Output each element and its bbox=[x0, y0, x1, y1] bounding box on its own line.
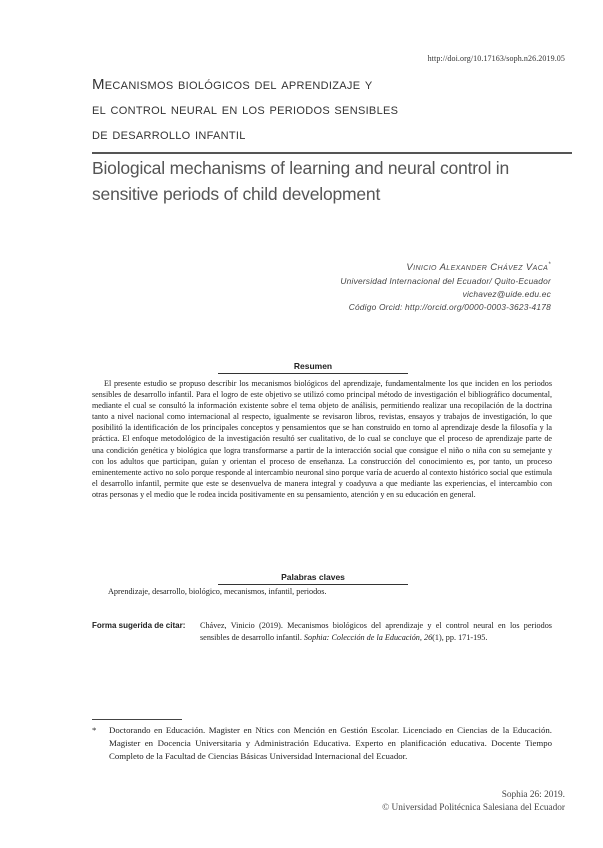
spanish-title bbox=[92, 72, 552, 147]
author-name-text: Vinicio Alexander Chávez Vaca bbox=[406, 262, 549, 273]
spanish-title-line-1: Mecanismos biológicos del aprendizaje y bbox=[92, 76, 373, 93]
author-affiliation: Universidad Internacional del Ecuador/ Quito-Ecuador bbox=[340, 276, 551, 286]
author-orcid[interactable]: Código Orcid: http://orcid.org/0000-0003-3623-4178 bbox=[348, 302, 551, 312]
abstract-heading: Resumen bbox=[293, 361, 333, 371]
doi-link[interactable]: http://doi.org/10.17163/soph.n26.2019.05 bbox=[427, 54, 565, 63]
author-footnote-mark: * bbox=[548, 262, 551, 268]
citation-label: Forma sugerida de citar: bbox=[92, 621, 186, 630]
footnote-mark: * bbox=[92, 725, 97, 735]
title-divider bbox=[92, 152, 572, 154]
footnote-divider bbox=[92, 719, 182, 720]
footnote-text: Doctorando en Educación. Magister en Ntics con Mención en Gestión Escolar. Licenciado en Ciencias de la Educación. Magister en Docencia Universitaria y Administración Educativa. Experto en planificación educativa. Docente Tiempo Completo de la Facultad de Ciencias Básicas Universidad Internacional del Ecuador. bbox=[109, 725, 552, 762]
author-email[interactable]: vichavez@uide.edu.ec bbox=[462, 289, 551, 299]
footer-journal-issue: Sophia 26: 2019. bbox=[501, 790, 565, 800]
english-title: Biological mechanisms of learning and neural control in sensitive periods of child development bbox=[92, 158, 510, 204]
keywords-heading-rule bbox=[218, 584, 408, 585]
spanish-title-line-3: de desarrollo infantil bbox=[92, 126, 246, 143]
author-name bbox=[340, 262, 551, 273]
abstract-heading-rule bbox=[218, 373, 408, 374]
citation-issue-pages: (1), pp. 171-195. bbox=[432, 632, 488, 642]
citation-reference: Chávez, Vinicio (2019). Mecanismos biológicos del aprendizaje y el control neural en los periodos sensibles de desarrollo infantil. bbox=[200, 621, 552, 642]
citation-journal: Sophia: Colección de la Educación, 26 bbox=[303, 632, 433, 642]
author-block bbox=[340, 262, 551, 314]
footer-copyright: © Universidad Politécnica Salesiana del Ecuador bbox=[382, 803, 565, 813]
keywords-heading: Palabras claves bbox=[281, 572, 345, 582]
abstract-text: El presente estudio se propuso describir los mecanismos biológicos del aprendizaje, fundamentalmente los que inciden en los periodos sensibles de desarrollo infantil. Para el logro de este objetivo se utilizó como principal método de investigación el bibliográfico documental, mediante el cual se consultó la información existente sobre el tema objeto de análisis, permitiendo realizar una recopilación de la doctrina tanto a nivel nacional como internacional al respecto, igualmente se revisaron libros, revistas, ensayos y trabajos de investigación, lo que posibilitó la identificación de los principales conceptos y pensamientos que se han construido en torno al aprendizaje desde la filosofía y la práctica. El enfoque metodológico de la investigación resultó ser cualitativo, de lo cual se concluye que el proceso de aprendizaje parte de una condición genética y biológica que logra transformarse a partir de la interacción social que consigue el niño o niña con su semejante y con los adultos que participan, guían y orientan el proceso de enseñanza. La construcción del conocimiento es, por tanto, un proceso eminentemente activo no solo porque responde al intercambio neuronal sino porque varía de acuerdo al contexto histórico social que estimula el desarrollo infantil, permite que este se desenvuelva de manera integral y coadyuva a que mediante las experiencias, el intercambio con otras personas y el medio que le rodea incida positivamente en su pensamiento, atención y en su educación en general. bbox=[92, 379, 552, 499]
citation-block bbox=[92, 620, 552, 643]
spanish-title-line-2: el control neural en los periodos sensibles bbox=[92, 101, 399, 118]
author-footnote bbox=[92, 724, 552, 764]
page-footer bbox=[382, 789, 565, 815]
keywords-text: Aprendizaje, desarrollo, biológico, mecanismos, infantil, periodos. bbox=[108, 587, 327, 596]
citation-text bbox=[200, 620, 552, 643]
